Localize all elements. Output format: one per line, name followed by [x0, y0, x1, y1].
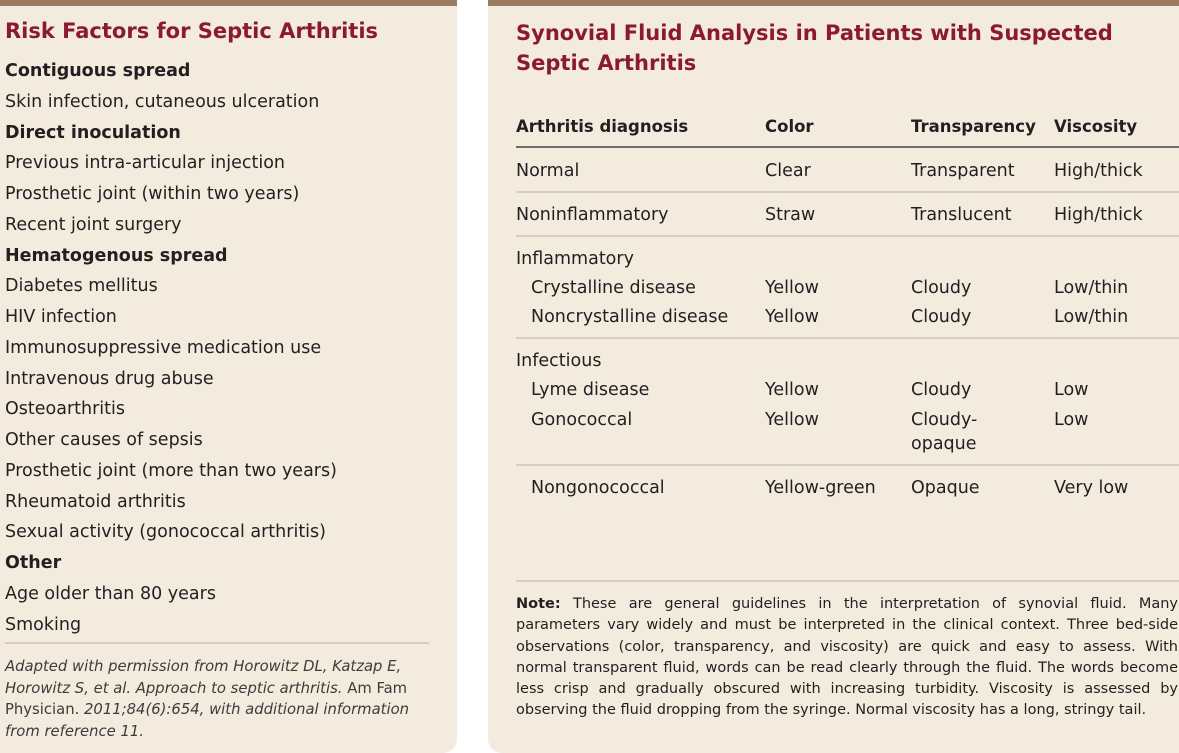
header-viscosity: Viscosity	[1054, 117, 1138, 136]
cell-color: Yellow-green	[765, 478, 876, 498]
header-color: Color	[765, 117, 814, 136]
risk-factor-item: Other causes of sepsis	[5, 430, 203, 450]
header-transparency: Transparency	[911, 117, 1036, 136]
table-header-row	[516, 112, 1179, 142]
cell-viscosity: Low	[1054, 380, 1089, 400]
note-text: These are general guidelines in the interpretation of synovial fluid. Many parameters vary widely and must be interpreted in the clinical context. Three bed-side observations (color, transparency, and viscosity) are quick and easy to assess. With normal transparent fluid, words can be read clearly through the fluid. The words become less crisp and gradually obscured with increasing turbidity. Viscosity is assessed by observing the fluid dropping from the syringe. Normal viscosity has a long, stringy tail.	[516, 596, 1179, 719]
risk-factor-item: Osteoarthritis	[5, 399, 125, 420]
source-citation	[5, 656, 445, 742]
cell-color: Clear	[765, 161, 811, 181]
row-rule	[516, 191, 1179, 193]
header-diagnosis: Arthritis diagnosis	[516, 117, 689, 136]
cell-viscosity: Low/thin	[1054, 307, 1129, 327]
cell-diagnosis: Crystalline disease	[531, 278, 696, 298]
cell-diagnosis: Nongonococcal	[531, 478, 665, 498]
risk-factor-category: Hematogenous spread	[5, 245, 228, 266]
risk-factor-item: Skin infection, cutaneous ulceration	[5, 91, 320, 112]
risk-factor-item: Intravenous drug abuse	[5, 368, 214, 389]
header-rule	[516, 146, 1179, 148]
risk-factors-title: Risk Factors for Septic Arthritis	[5, 19, 379, 43]
cell-transparency: Cloudy	[911, 307, 972, 327]
risk-factor-item: Prosthetic joint (more than two years)	[5, 460, 337, 481]
source-citation-detail: 2011;84(6):654, with additional information from reference 11.	[5, 701, 410, 740]
cell-color: Yellow	[765, 307, 819, 327]
cell-diagnosis: Gonococcal	[531, 410, 633, 430]
cell-transparency	[911, 408, 977, 456]
cell-color: Straw	[765, 205, 816, 225]
group-label-inflammatory: Inflammatory	[516, 249, 634, 269]
cell-color: Yellow	[765, 410, 819, 430]
risk-factor-item: Rheumatoid arthritis	[5, 491, 186, 512]
cell-diagnosis: Lyme disease	[531, 380, 650, 400]
cell-viscosity: Very low	[1054, 478, 1129, 498]
synovial-fluid-table	[516, 112, 1179, 498]
row-rule	[516, 235, 1179, 237]
cell-viscosity: High/thick	[1054, 205, 1143, 225]
cell-transparency: Cloudy	[911, 278, 972, 298]
row-rule	[516, 337, 1179, 339]
risk-factor-item: Previous intra-articular injection	[5, 153, 285, 174]
cell-color: Yellow	[765, 278, 819, 298]
cell-transparency-line2: opaque	[911, 434, 977, 454]
risk-factor-item: Sexual activity (gonococcal arthritis)	[5, 522, 326, 543]
cell-viscosity: High/thick	[1054, 161, 1143, 181]
risk-factor-item: Recent joint surgery	[5, 214, 182, 235]
risk-factor-list	[5, 56, 445, 640]
cell-viscosity: Low	[1054, 410, 1089, 430]
risk-factor-item: Age older than 80 years	[5, 583, 216, 604]
risk-factor-category: Contiguous spread	[5, 61, 191, 81]
synovial-title	[516, 18, 1113, 78]
cell-transparency: Opaque	[911, 478, 980, 498]
table-note	[516, 594, 1178, 722]
cell-diagnosis: Noncrystalline disease	[531, 307, 729, 327]
risk-factor-item: Smoking	[5, 614, 82, 635]
cell-viscosity: Low/thin	[1054, 278, 1129, 298]
cell-transparency-line1: Cloudy-	[911, 410, 978, 430]
cell-transparency: Transparent	[911, 161, 1015, 181]
synovial-title-line1: Synovial Fluid Analysis in Patients with Suspected	[516, 21, 1113, 45]
note-label: Note:	[516, 596, 561, 612]
source-journal: Am Fam Physician.	[5, 679, 408, 718]
row-rule	[516, 464, 1179, 466]
note-divider	[516, 580, 1179, 582]
cell-color: Yellow	[765, 380, 819, 400]
source-citation-text: Adapted with permission from Horowitz DL, Katzap E, Horowitz S, et al. Approach to septic arthritis.	[5, 658, 402, 697]
cell-transparency: Translucent	[911, 205, 1012, 225]
risk-factor-category: Other	[5, 553, 62, 573]
source-divider	[5, 642, 429, 644]
cell-diagnosis: Normal	[516, 161, 580, 181]
risk-factor-item: Immunosuppressive medication use	[5, 337, 322, 358]
risk-factor-item: HIV infection	[5, 307, 117, 327]
cell-diagnosis: Noninflammatory	[516, 205, 669, 225]
risk-factor-item: Prosthetic joint (within two years)	[5, 184, 300, 204]
risk-factor-category: Direct inoculation	[5, 122, 181, 143]
group-label-infectious: Infectious	[516, 351, 602, 371]
cell-transparency: Cloudy	[911, 380, 972, 400]
synovial-title-line2: Septic Arthritis	[516, 51, 697, 75]
risk-factor-item: Diabetes mellitus	[5, 276, 158, 297]
